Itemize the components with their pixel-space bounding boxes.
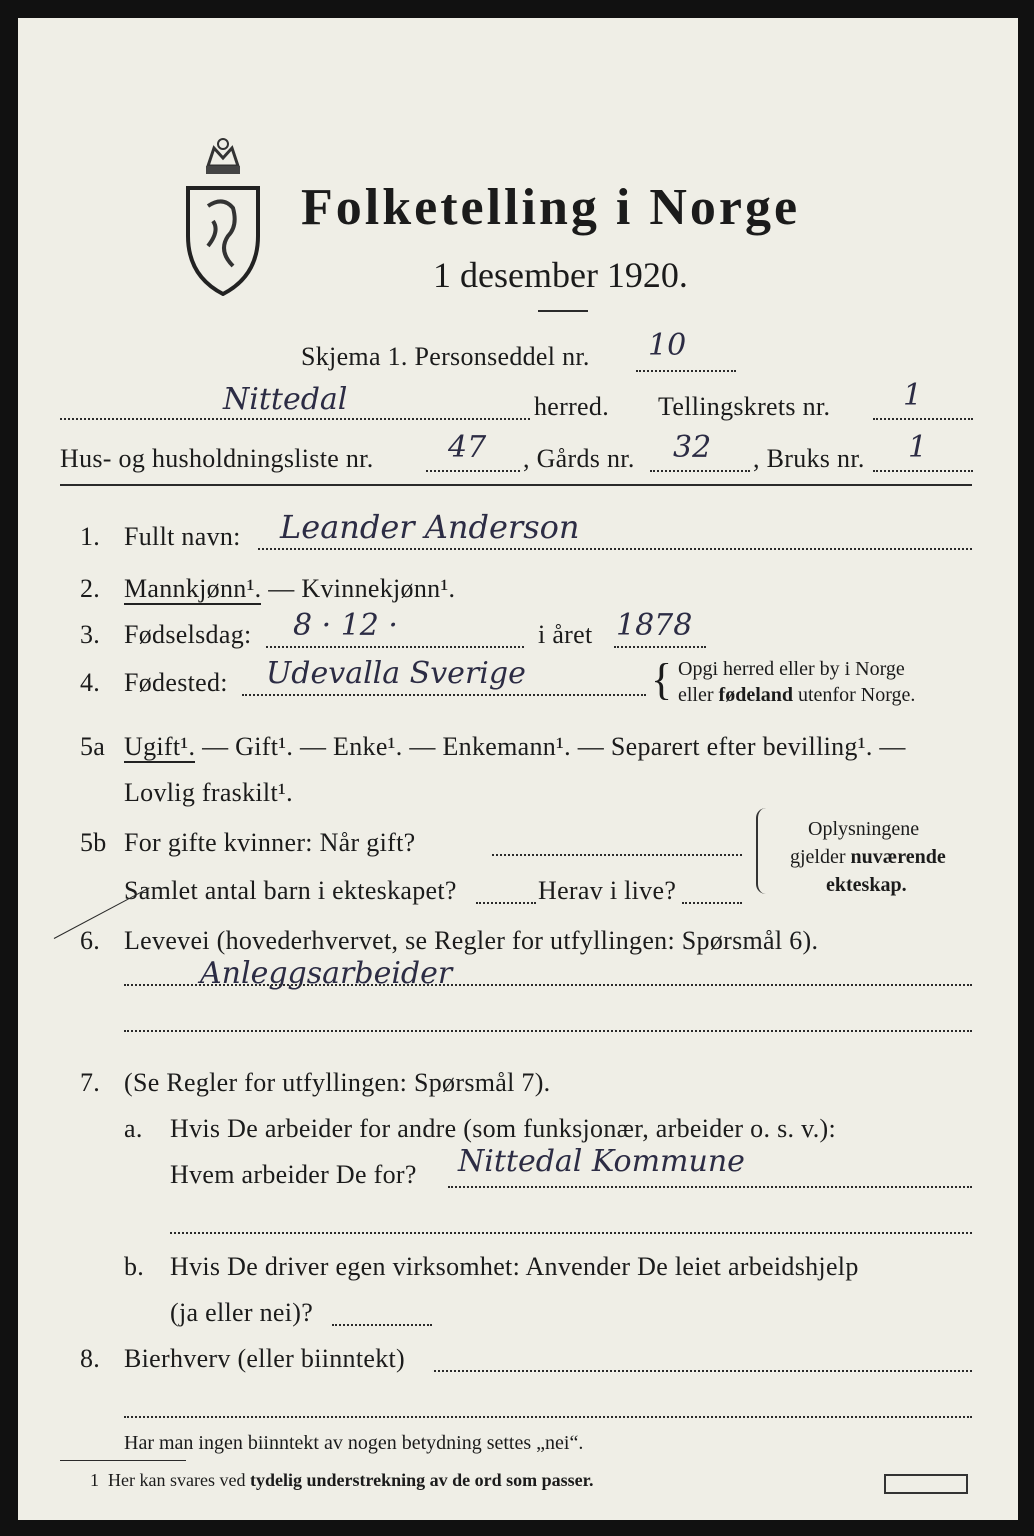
q4-line (242, 694, 646, 696)
q6-line-1 (124, 984, 972, 986)
q3-line (266, 646, 524, 648)
q5b-line-1 (492, 854, 742, 856)
q6-number: 6. (80, 926, 101, 955)
form-date: 1 desember 1920. (433, 255, 688, 295)
q5a-ugift-option: Ugift¹. (124, 732, 196, 761)
tellingskrets-line (873, 418, 973, 420)
form-title: Folketelling i Norge (301, 179, 801, 236)
q5b-bracket-left (756, 808, 770, 894)
q8-line-2 (124, 1416, 972, 1418)
personseddel-line (636, 370, 736, 372)
q5b-note-2: gjelder nuværende (790, 846, 946, 868)
q3-year-line (614, 646, 706, 648)
q7a-letter: a. (124, 1114, 143, 1143)
q7a-value: Nittedal Kommune (458, 1144, 745, 1179)
q7a-line (448, 1186, 972, 1188)
q5b-note-3: ekteskap. (826, 874, 907, 896)
printer-stamp (884, 1474, 968, 1494)
q5b-label-1: For gifte kvinner: Når gift? (124, 828, 416, 857)
bruks-value: 1 (908, 430, 928, 465)
gards-value: 32 (673, 430, 712, 465)
q3-year-value: 1878 (616, 608, 693, 643)
q7b-text: Hvis De driver egen virksomhet: Anvender De leiet arbeidshjelp (170, 1252, 859, 1281)
q4-note-1: Opgi herred eller by i Norge (678, 658, 905, 680)
q7a-line-2 (170, 1232, 972, 1234)
q2-label (124, 574, 455, 604)
footnote-divider (60, 1460, 186, 1461)
q7b-question: (ja eller nei)? (170, 1298, 314, 1327)
q2-rest: — Kvinnekjønn¹. (261, 574, 456, 603)
q4-note-2: eller fødeland utenfor Norge. (678, 684, 916, 706)
herred-value: Nittedal (223, 382, 348, 417)
q1-value: Leander Anderson (280, 508, 580, 546)
footnote: 1 Her kan svares ved tydelig understrekning av de ord som passer. (90, 1470, 594, 1490)
q7a-text: Hvis De arbeider for andre (som funksjonær, arbeider o. s. v.): (170, 1114, 836, 1143)
q2-male-option: Mannkjønn¹. (124, 574, 262, 603)
q1-line (258, 548, 972, 550)
q5b-note-1: Oplysningene (808, 818, 920, 840)
q1-label: Fullt navn: (124, 522, 241, 551)
q5a-label-2: Lovlig fraskilt¹. (124, 778, 293, 807)
q2-number: 2. (80, 574, 101, 603)
q6-label: Levevei (hovederhvervet, se Regler for utfyllingen: Spørsmål 6). (124, 926, 819, 955)
q7b-line (332, 1324, 432, 1326)
personseddel-value: 10 (648, 328, 687, 363)
q4-number: 4. (80, 668, 101, 697)
q8-note: Har man ingen biinntekt av nogen betydning settes „nei“. (124, 1432, 584, 1454)
q5b-number: 5b (80, 828, 107, 857)
q7a-question: Hvem arbeider De for? (170, 1160, 417, 1189)
q4-brace: { (651, 655, 673, 704)
bruks-label: , Bruks nr. (753, 444, 865, 473)
q4-value: Udevalla Sverige (266, 656, 526, 691)
gards-label: , Gårds nr. (523, 444, 635, 473)
q5a-number: 5a (80, 732, 106, 761)
q6-value: Anleggsarbeider (200, 956, 453, 991)
husliste-value: 47 (448, 430, 487, 465)
q8-line (434, 1370, 972, 1372)
q8-number: 8. (80, 1344, 101, 1373)
header-divider (60, 484, 972, 486)
bruks-line (873, 470, 973, 472)
q5b-line-2 (476, 902, 536, 904)
q3-number: 3. (80, 620, 101, 649)
q7b-letter: b. (124, 1252, 145, 1281)
q7-number: 7. (80, 1068, 101, 1097)
q4-label: Fødested: (124, 668, 228, 697)
census-form (18, 18, 1018, 1520)
q6-line-2 (124, 1030, 972, 1032)
q8-label: Bierhverv (eller biinntekt) (124, 1344, 405, 1373)
q7-label: (Se Regler for utfyllingen: Spørsmål 7). (124, 1068, 551, 1097)
q1-number: 1. (80, 522, 101, 551)
coat-of-arms-icon (178, 136, 268, 296)
q3-label: Fødselsdag: (124, 620, 252, 649)
q3-value: 8 · 12 · (293, 608, 398, 643)
divider (538, 310, 588, 312)
q5b-line-3 (682, 902, 742, 904)
husliste-line (426, 470, 520, 472)
tellingskrets-value: 1 (903, 378, 923, 413)
q5a-label: Ugift¹. — Gift¹. — Enke¹. — Enkemann¹. — Separert efter bevilling¹. — (124, 732, 906, 761)
q5b-label-3: Herav i live? (538, 876, 677, 905)
q5b-label-2: Samlet antal barn i ekteskapet? (124, 876, 457, 905)
schema-label: Skjema 1. Personseddel nr. (301, 342, 590, 371)
herred-label: herred. (534, 392, 609, 421)
gards-line (650, 470, 750, 472)
tellingskrets-label: Tellingskrets nr. (658, 392, 831, 421)
q3-year-label: i året (538, 620, 593, 649)
husliste-label: Hus- og husholdningsliste nr. (60, 444, 374, 473)
herred-line (60, 418, 530, 420)
